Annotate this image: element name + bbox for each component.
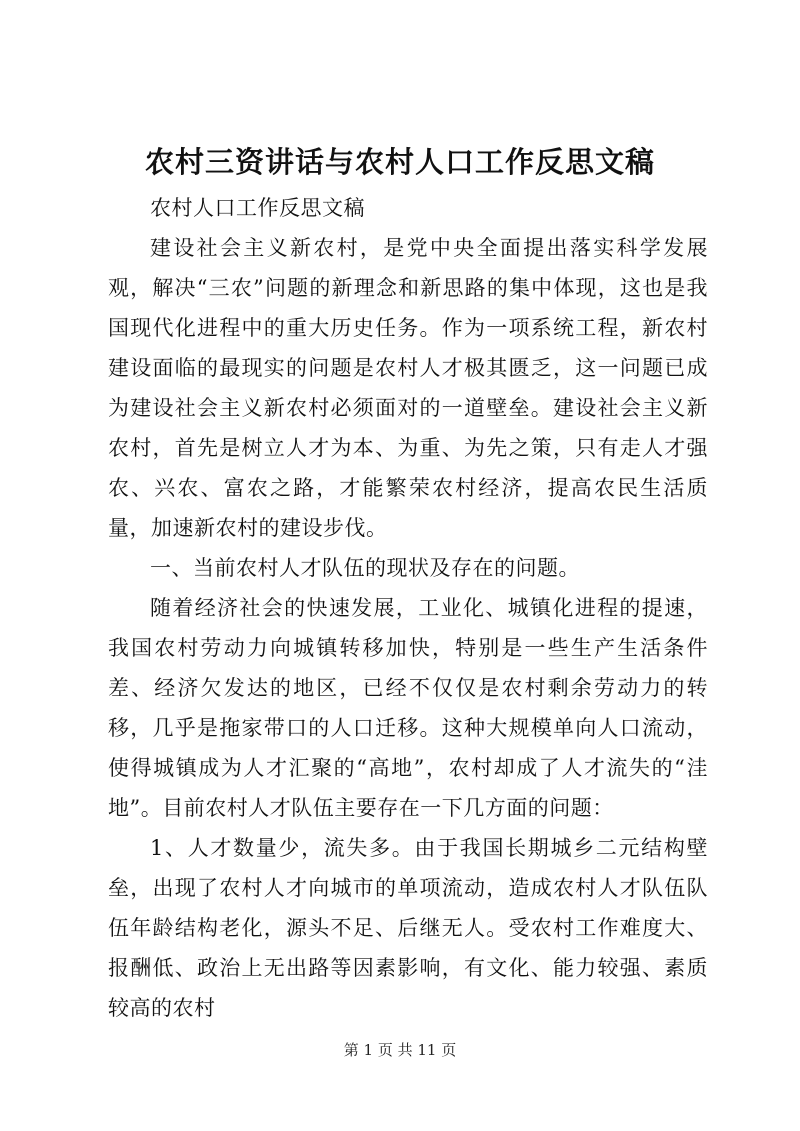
page-number-footer: 第 1 页 共 11 页 <box>343 1041 457 1059</box>
document-title: 农村三资讲话与农村人口工作反思文稿 <box>144 145 655 179</box>
paragraph-current-status: 随着经济社会的快速发展，工业化、城镇化进程的提速，我国农村劳动力向城镇转移加快，特别是一些生产生活条件差、经济欠发达的地区，已经不仅仅是农村剩余劳动力的转移，几乎是拖家带口的人口迁移。这种大规模单向人口流动，使得城镇成为人才汇聚的“高地”，农村却成了人才流失的“洼地”。目前农村人才队伍主要存在一下几方面的问题： <box>108 596 708 820</box>
document-subtitle: 农村人口工作反思文稿 <box>150 196 365 220</box>
document-body <box>108 188 708 1028</box>
paragraph-point-1: 1、人才数量少，流失多。由于我国长期城乡二元结构壁垒，出现了农村人才向城市的单项流动，造成农村人才队伍队伍年龄结构老化，源头不足、后继无人。受农村工作难度大、报酬低、政治上无出路等因素影响，有文化、能力较强、素质较高的农村 <box>108 836 708 1020</box>
section-heading-1: 一、当前农村人才队伍的现状及存在的问题。 <box>150 556 580 580</box>
paragraph-intro: 建设社会主义新农村，是党中央全面提出落实科学发展观，解决“三农”问题的新理念和新思路的集中体现，这也是我国现代化进程中的重大历史任务。作为一项系统工程，新农村建设面临的最现实的问题是农村人才极其匮乏，这一问题已成为建设社会主义新农村必须面对的一道壁垒。建设社会主义新农村，首先是树立人才为本、为重、为先之策，只有走人才强农、兴农、富农之路，才能繁荣农村经济，提高农民生活质量，加速新农村的建设步伐。 <box>108 236 708 540</box>
